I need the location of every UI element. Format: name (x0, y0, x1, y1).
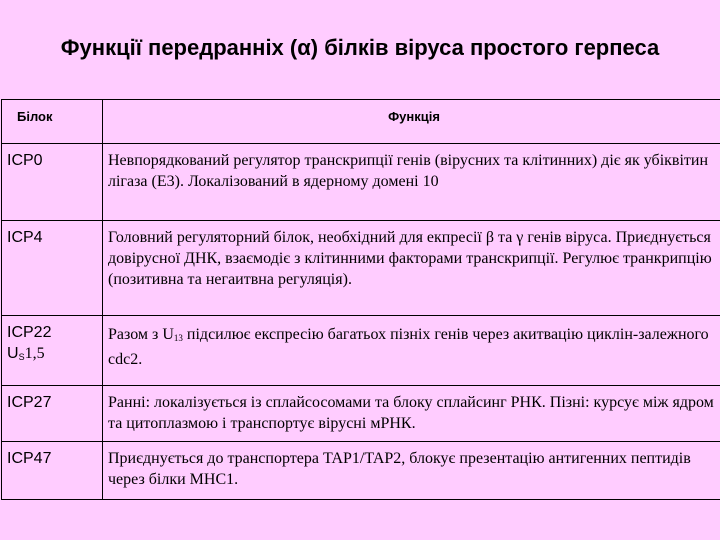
slide-title: Функції передранніх (α) білків віруса простого герпеса (60, 35, 660, 60)
alias-number: 1,5 (24, 345, 45, 362)
function-cell: Приєднується до транспортера TAP1/TAP2, блокує презентацію антигенних пептидів через білки MHC1. (103, 442, 720, 500)
protein-cell: ICP0 (2, 144, 103, 221)
function-cell (103, 316, 720, 386)
function-text-start: Разом з U (108, 326, 174, 343)
function-subscript: 13 (173, 333, 183, 343)
function-cell: Невпорядкований регулятор транскрипції генів (вірусних та клітинних) діє як убіквітин лігаза (Е3). Локалізований в ядерному домені 10 (103, 144, 720, 221)
protein-function-table (1, 99, 720, 500)
table-row (2, 144, 720, 221)
header-protein: Білок (2, 100, 103, 144)
table-row (2, 386, 720, 442)
protein-cell (2, 316, 103, 386)
table-row (2, 316, 720, 386)
protein-cell: ICP47 (2, 442, 103, 500)
function-cell: Ранні: локалізується із сплайсосомами та блоку сплайсинг РНК. Пізні: курсує між ядром та цитоплазмою і транспортує вірусні мРНК. (103, 386, 720, 442)
function-cell: Головний регуляторний білок, необхідний для екпресії β та γ генів віруса. Приєднується довірусної ДНК, взаємодіє з клітинними факторами транскрипції. Регулює транкрипцію (позитивна та негаитвна регуляція). (103, 221, 720, 316)
protein-name-alias (7, 343, 102, 364)
protein-name-primary: ICP22 (7, 324, 52, 341)
table-header-row (2, 100, 720, 144)
protein-cell: ICP27 (2, 386, 103, 442)
function-text-end: підсилює експресію багатьох пізніх генів через акитвацію циклін-залежного cdc2. (108, 326, 709, 368)
alias-main: U (7, 345, 19, 362)
table-row (2, 221, 720, 316)
header-function: Функція (103, 100, 720, 144)
protein-cell: ICP4 (2, 221, 103, 316)
alias-subscript: S (18, 352, 25, 362)
table-row (2, 442, 720, 500)
